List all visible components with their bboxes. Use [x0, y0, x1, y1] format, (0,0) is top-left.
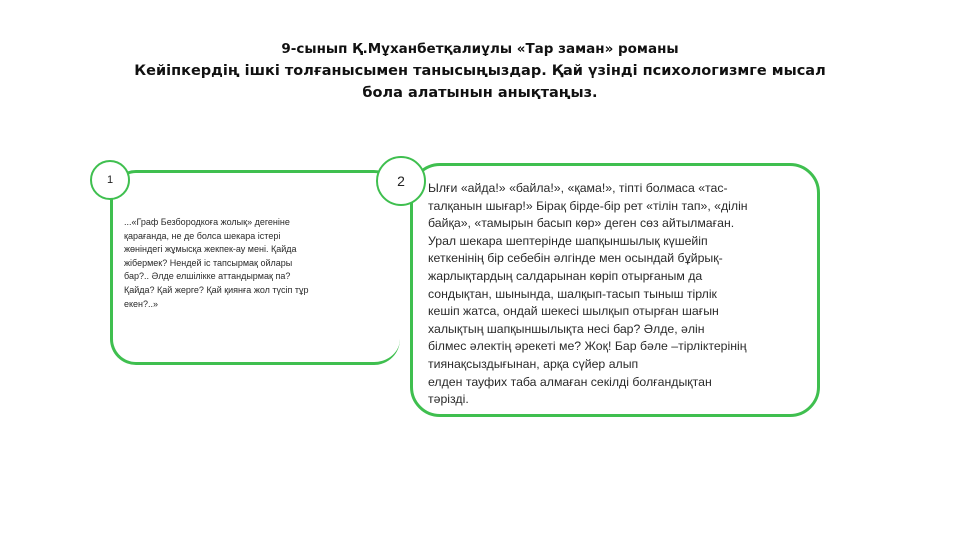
excerpt-1-line: жібермек? Нендей іс тапсырмақ ойлары	[124, 257, 293, 268]
excerpt-2-line: кеткенінің бір себебін әлгінде мен осындай бұйрық-	[428, 251, 723, 266]
excerpt-number-badge-2: 2	[376, 156, 426, 206]
excerpt-2-line: талқанын шығар!» Бірақ бірде-бір рет «тілін тап», «ділін	[428, 198, 748, 213]
excerpt-2-line: жарлықтардың салдарынан көріп отырғаным да	[428, 268, 703, 283]
excerpt-1-line: қарағанда, не де болса шекара істері	[124, 230, 281, 241]
excerpt-text-2	[428, 180, 813, 409]
slide-title	[100, 38, 860, 104]
excerpt-2-line: Ылғи «айда!» «байла!», «қама!», тіпті болмаса «тас-	[428, 181, 728, 195]
excerpt-2-line: халықтың шапқыншылықта несі бар? Әлде, әлін	[428, 321, 705, 336]
excerpt-1-line: екен?..»	[124, 298, 159, 309]
excerpt-2-line: сондықтан, шынында, шалқып-тасып тыныш тірлік	[428, 286, 717, 301]
excerpt-text-1	[124, 216, 356, 311]
excerpt-1-line: жөніндегі жұмысқа жекпек-ау мені. Қайда	[124, 244, 297, 255]
excerpt-2-line: тиянақсыздығынан, арқа сүйер алып	[428, 356, 639, 371]
excerpt-2-line: тәрізді.	[428, 392, 469, 407]
excerpt-2-line: білмес әлектің әрекеті ме? Жоқ! Бар бәле –тірліктерінің	[428, 339, 747, 354]
title-line-1: 9-сынып Қ.Мұханбетқалиұлы «Тар заман» романы	[281, 41, 679, 57]
excerpt-2-line: елден тауфих таба алмаған секілді болғандықтан	[428, 374, 712, 389]
excerpt-1-line: ...«Граф Безбородкоға жолық» дегеніне	[124, 217, 290, 227]
excerpt-1-line: бар?.. Әлде елшілікке аттандырмақ па?	[124, 271, 291, 282]
excerpt-2-line: Урал шекара шептерінде шапқыншылық күшейіп	[428, 233, 708, 248]
excerpt-number-badge-1: 1	[90, 160, 130, 200]
excerpt-1-line: Қайда? Қай жерге? Қай қиянға жол түсіп тұр	[124, 284, 309, 295]
title-line-3: бола алатынын анықтаңыз.	[362, 85, 598, 101]
excerpt-2-line: кешіп жатса, ондай шекесі шылқып отырған шағын	[428, 304, 719, 319]
title-line-2: Кейіпкердің ішкі толғанысымен танысыңыздар. Қай үзінді психологизмге мысал	[134, 63, 826, 79]
excerpt-2-line: байқа», «тамырын басып көр» деген сөз айтылмаған.	[428, 216, 735, 231]
